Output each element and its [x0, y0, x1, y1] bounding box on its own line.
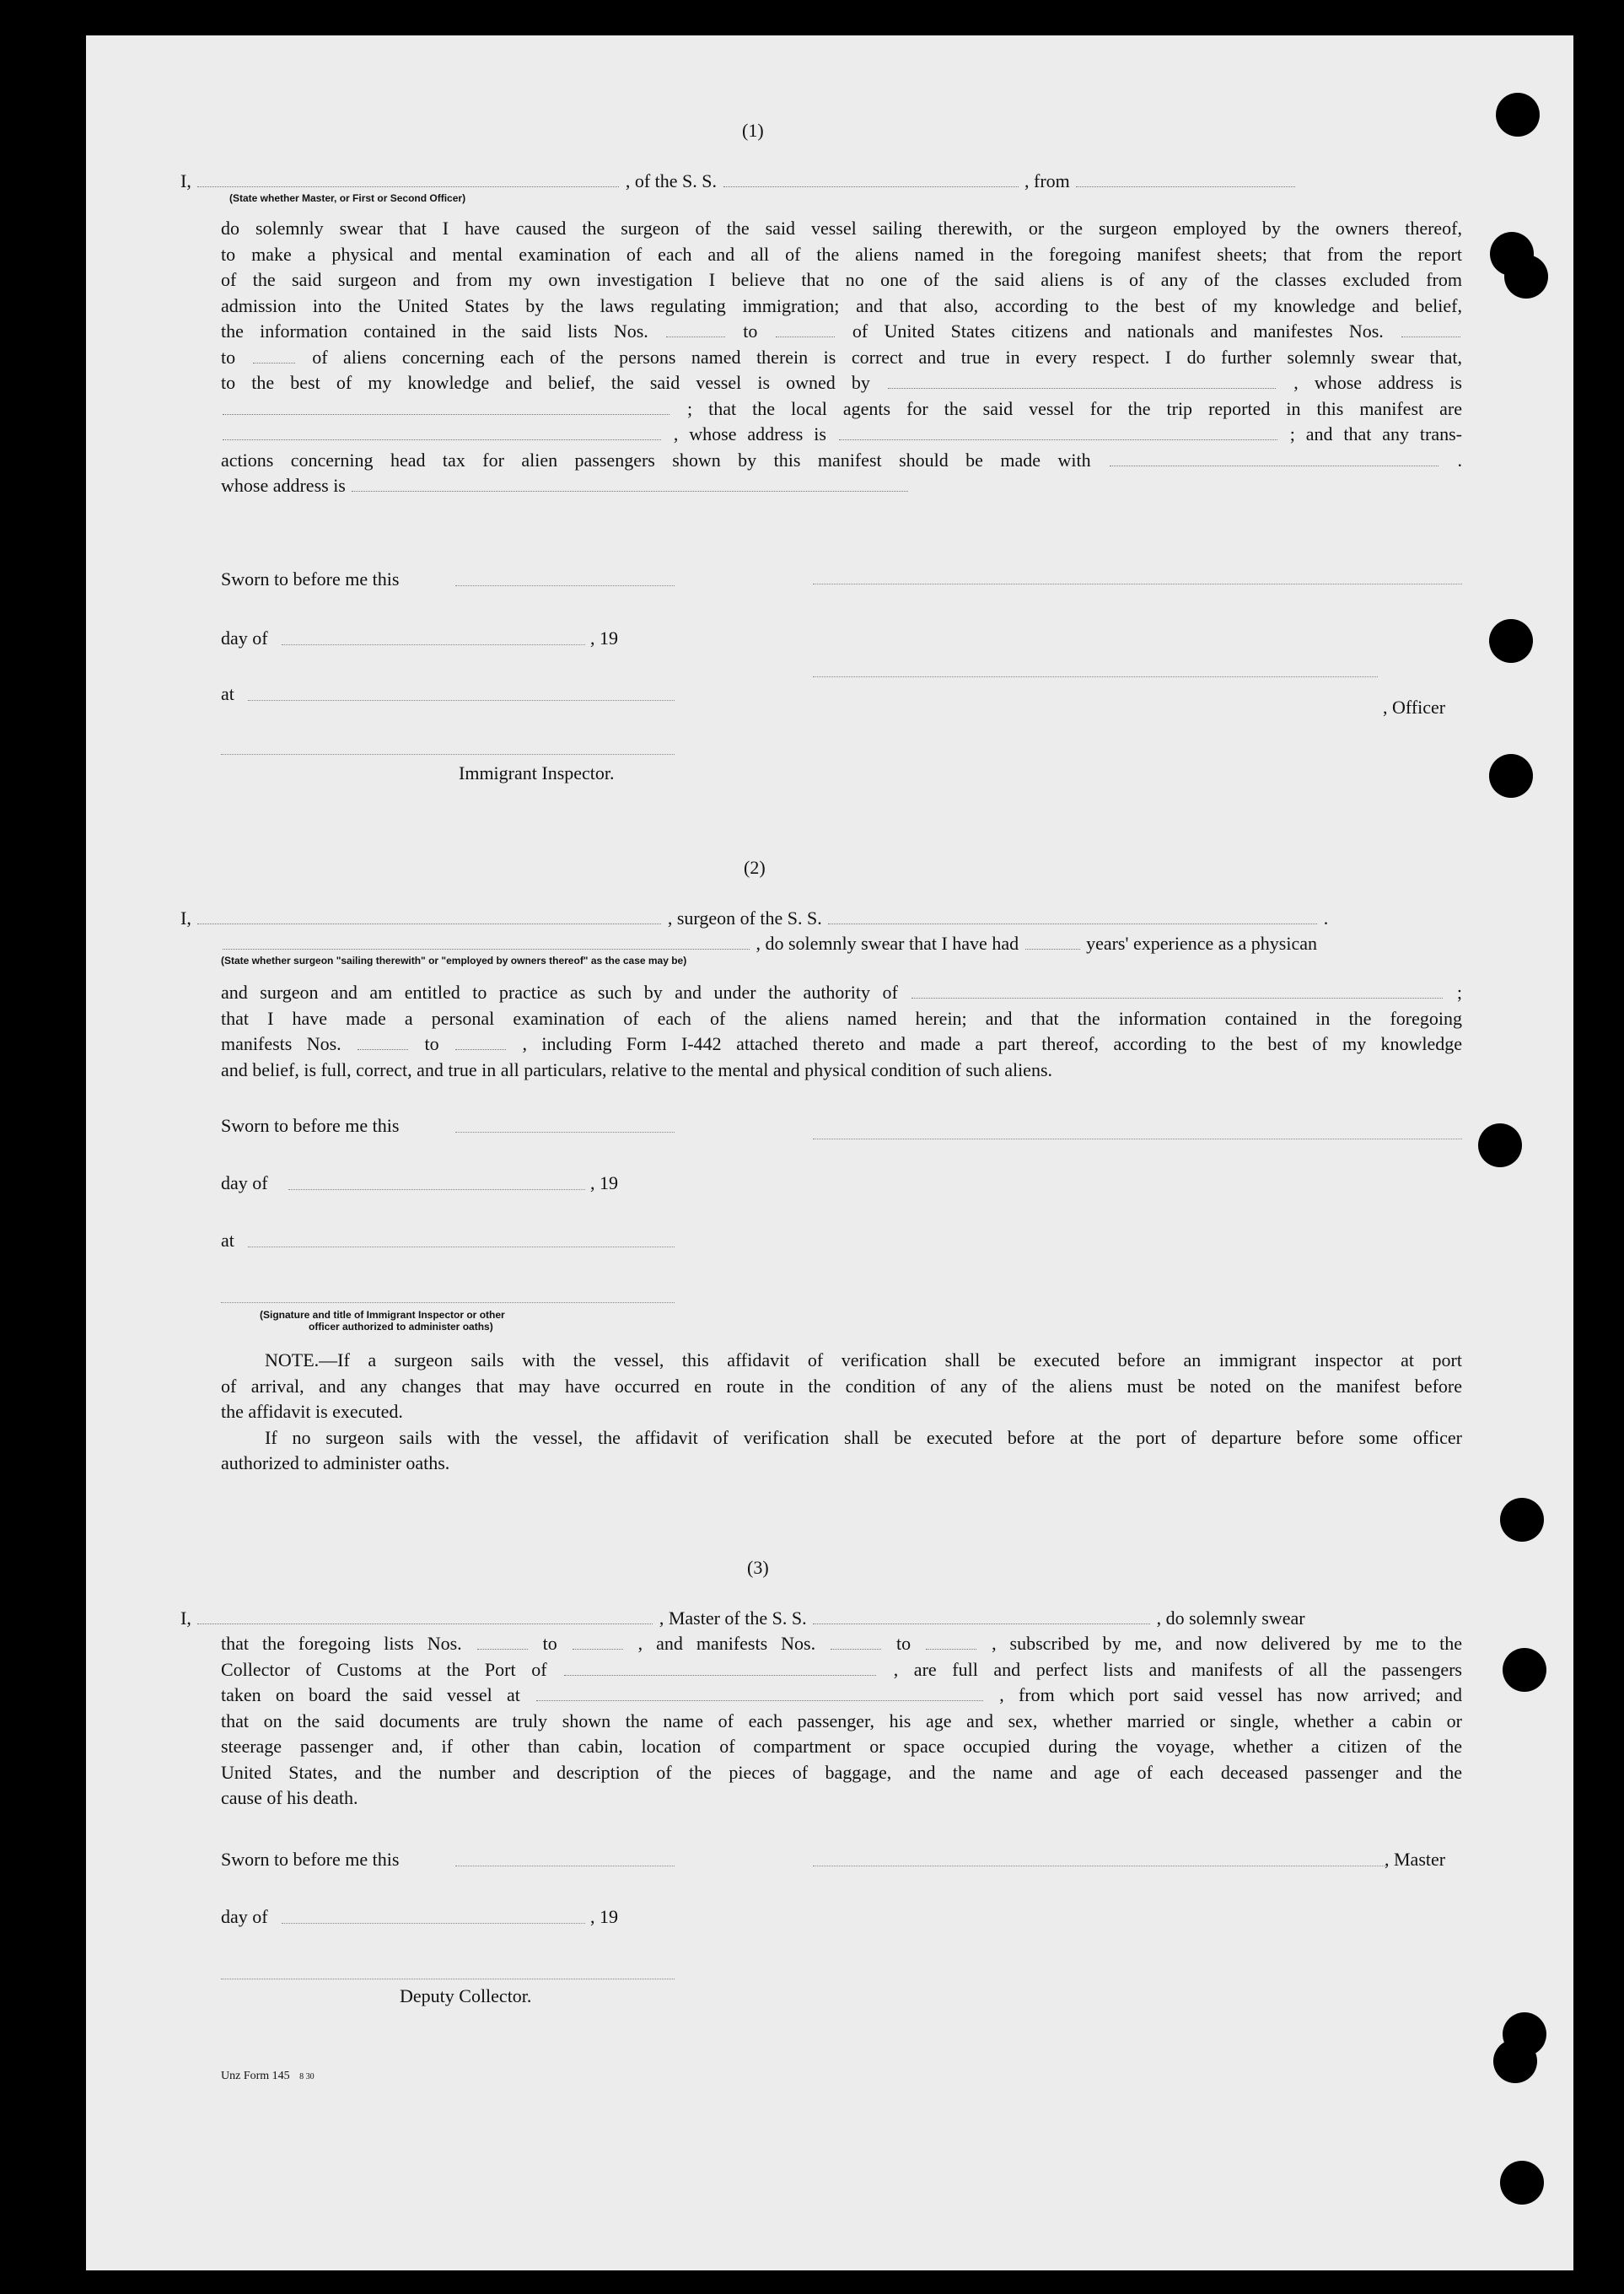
text: that the foregoing lists Nos. — [221, 1633, 462, 1654]
note-line: of arrival, and any changes that may have occurred en route in the condition of any of the aliens must be noted on the manifest before — [221, 1375, 1462, 1397]
years-field[interactable] — [1025, 949, 1080, 950]
text-of-ss: , of the S. S. — [625, 170, 718, 191]
section-number: (1) — [742, 120, 764, 141]
text: . — [1457, 449, 1463, 471]
lists-from-field[interactable] — [477, 1649, 528, 1650]
section1-body — [221, 216, 1462, 499]
port-field[interactable] — [564, 1675, 876, 1676]
deputy-label: Deputy Collector. — [400, 1985, 532, 2006]
text-i: I, — [180, 907, 191, 929]
text-master-of: , Master of the S. S. — [659, 1607, 807, 1629]
text: ; that the local agents for the said vessel for the trip reported in this manifest are — [687, 397, 1462, 419]
text: , from which port said vessel has now arrived; and — [999, 1684, 1463, 1705]
note-line: If no surgeon sails with the vessel, the affidavit of verification shall be executed before at the port of departure before some officer — [265, 1426, 1462, 1448]
body-line — [221, 980, 1462, 1006]
inspector-label: Immigrant Inspector. — [459, 762, 615, 784]
sworn-date-field[interactable] — [455, 1132, 675, 1133]
body-line: admission into the United States by the laws regulating immigration; and that also, according to the best of my knowledge and belief, — [221, 294, 1462, 316]
sworn-label: Sworn to before me this — [221, 1849, 400, 1870]
at-field[interactable] — [248, 700, 675, 701]
manifests-from-field[interactable] — [831, 1649, 881, 1650]
note-line: NOTE.—If a surgeon sails with the vessel, this affidavit of verification shall be executed before an immigrant inspector at port — [265, 1349, 1462, 1370]
body-line: that I have made a personal examination of each of the aliens named herein; and that the information contained in the foregoing — [221, 1007, 1462, 1029]
departure-port-field[interactable] — [536, 1700, 983, 1701]
punch-hole — [1489, 619, 1533, 663]
text: to — [743, 320, 758, 342]
officer-label: , Officer — [1383, 697, 1446, 718]
signature-note: officer authorized to administer oaths) — [309, 1321, 493, 1333]
master-line — [180, 1606, 1305, 1631]
text: , and manifests Nos. — [637, 1633, 816, 1654]
text: . — [1323, 907, 1329, 929]
head-tax-address-field[interactable] — [352, 491, 908, 492]
punch-hole — [1478, 1123, 1522, 1167]
master-label: , Master — [1385, 1849, 1446, 1870]
text: whose address is — [221, 475, 346, 496]
text: to — [424, 1033, 439, 1054]
body-line: steerage passenger and, if other than cabin, location of compartment or space occupied during the voyage, whether a citizen of the — [221, 1736, 1462, 1757]
sworn-label: Sworn to before me this — [221, 568, 400, 590]
body-line — [221, 396, 1462, 423]
body-line: that on the said documents are truly shown the name of each passenger, his age and sex, whether married or single, whether a cabin or — [221, 1710, 1462, 1731]
text-swear: , do solemnly swear that I have had — [756, 933, 1019, 954]
officer-note: (State whether Master, or First or Second Officer) — [229, 192, 466, 204]
vessel-field[interactable] — [723, 186, 1019, 187]
officer-signature-field[interactable] — [813, 676, 1378, 677]
section3-body — [221, 1631, 1462, 1812]
manifests-from-field[interactable] — [358, 1049, 408, 1050]
at-label: at — [221, 1230, 234, 1251]
surgeon-status-field[interactable] — [223, 949, 750, 950]
body-line — [221, 473, 1462, 499]
text: ; and that any trans- — [1289, 423, 1462, 444]
body-line: to make a physical and mental examination of each and all of the aliens named in the foregoing manifest sheets; that from the report — [221, 243, 1462, 265]
body-line: do solemnly swear that I have caused the surgeon of the said vessel sailing therewith, or the surgeon employed by the owners thereof, — [221, 218, 1462, 239]
text-i: I, — [180, 1607, 191, 1629]
day-of-field[interactable] — [288, 1189, 585, 1190]
form-page — [86, 35, 1573, 2270]
body-line — [221, 1657, 1462, 1683]
text: to — [221, 346, 236, 368]
note-line: the affidavit is executed. — [221, 1401, 403, 1422]
punch-hole — [1504, 255, 1548, 299]
year-label: , 19 — [590, 1906, 618, 1927]
form-number — [221, 2070, 315, 2083]
agents-address-field[interactable] — [839, 439, 1277, 440]
body-line — [221, 422, 1462, 448]
punch-hole — [1493, 2039, 1537, 2083]
day-of-label: day of — [221, 627, 268, 649]
body-line — [221, 319, 1462, 345]
sworn-label: Sworn to before me this — [221, 1115, 400, 1136]
punch-hole — [1500, 1498, 1544, 1542]
text: actions concerning head tax for alien passengers shown by this manifest should be made with — [221, 449, 1091, 471]
text: , whose address is — [673, 423, 826, 444]
day-of-field[interactable] — [282, 1923, 585, 1924]
day-of-label: day of — [221, 1906, 268, 1927]
section-number: (3) — [747, 1557, 769, 1578]
body-line: and belief, is full, correct, and true in all particulars, relative to the mental and physical condition of such aliens. — [221, 1058, 1053, 1080]
text: ; — [1456, 982, 1463, 1003]
text-i: I, — [180, 170, 191, 191]
text: to the best of my knowledge and belief, the said vessel is owned by — [221, 372, 870, 393]
body-line: United States, and the number and description of the pieces of baggage, and the name and age of each deceased passenger and the — [221, 1761, 1462, 1783]
officer-line — [180, 169, 1297, 194]
surgeon-note: (State whether surgeon "sailing therewith" or "employed by owners thereof" as the case may be) — [221, 955, 687, 967]
body-line — [221, 370, 1462, 396]
experience-line — [221, 931, 1317, 956]
owner-field[interactable] — [888, 388, 1276, 389]
body-line: of the said surgeon and from my own investigation I believe that no one of the said aliens is of any of the classes excluded from — [221, 269, 1462, 290]
punch-hole — [1500, 2161, 1544, 2205]
body-line: cause of his death. — [221, 1787, 358, 1808]
surgeon-line — [180, 906, 1328, 931]
punch-hole — [1503, 1648, 1546, 1692]
lists-to-field[interactable] — [573, 1649, 623, 1650]
day-of-field[interactable] — [282, 644, 585, 645]
text: Collector of Customs at the Port of — [221, 1658, 547, 1680]
punch-hole — [1496, 93, 1540, 137]
inspector-signature-field[interactable] — [221, 754, 675, 755]
body-line — [221, 1631, 1462, 1657]
authority-field[interactable] — [911, 998, 1443, 999]
text: , including Form I-442 attached thereto and made a part thereof, according to the best of my knowledge — [522, 1033, 1463, 1054]
inspector-signature-field[interactable] — [221, 1302, 675, 1303]
text-from: , from — [1024, 170, 1070, 191]
section2-body — [221, 980, 1462, 1083]
note-paragraph — [221, 1348, 1462, 1477]
section-number: (2) — [744, 857, 766, 878]
text: the information contained in the said lists Nos. — [221, 320, 648, 342]
agents-field[interactable] — [223, 439, 661, 440]
year-label: , 19 — [590, 627, 618, 649]
text: to — [896, 1633, 911, 1654]
manifests-to-field[interactable] — [455, 1049, 506, 1050]
text: of aliens concerning each of the persons named therein is correct and true in every respect. I do further solemnly swear that, — [312, 346, 1463, 368]
manifests-to-field[interactable] — [926, 1649, 976, 1650]
year-label: , 19 — [590, 1172, 618, 1193]
body-line — [221, 448, 1462, 474]
text: and surgeon and am entitled to practice as such by and under the authority of — [221, 982, 898, 1003]
body-line — [221, 345, 1462, 371]
body-line — [221, 1683, 1462, 1709]
text-years: years' experience as a physican — [1086, 933, 1318, 954]
text-swear: , do solemnly swear — [1156, 1607, 1305, 1629]
text: taken on board the said vessel at — [221, 1684, 520, 1705]
signature-note: (Signature and title of Immigrant Inspector or other — [260, 1309, 505, 1321]
text: of United States citizens and nationals and manifestes Nos. — [852, 320, 1384, 342]
text: manifests Nos. — [221, 1033, 341, 1054]
text: , are full and perfect lists and manifests of all the passengers — [893, 1658, 1462, 1680]
text: , whose address is — [1293, 372, 1462, 393]
form-id: Unz Form 145 — [221, 2070, 290, 2082]
sworn-date-field[interactable] — [455, 585, 675, 586]
punch-hole — [1489, 754, 1533, 798]
officer-field[interactable] — [197, 186, 619, 187]
owner-address-field[interactable] — [223, 414, 669, 415]
text: to — [542, 1633, 557, 1654]
text-surgeon-of: , surgeon of the S. S. — [667, 907, 822, 929]
text: , subscribed by me, and now delivered by me to the — [992, 1633, 1463, 1654]
at-label: at — [221, 683, 234, 704]
day-of-label: day of — [221, 1172, 268, 1193]
note-line: authorized to administer oaths. — [221, 1452, 450, 1473]
from-field[interactable] — [1076, 186, 1295, 187]
body-line — [221, 1031, 1462, 1058]
form-code: 8 30 — [299, 2072, 315, 2081]
